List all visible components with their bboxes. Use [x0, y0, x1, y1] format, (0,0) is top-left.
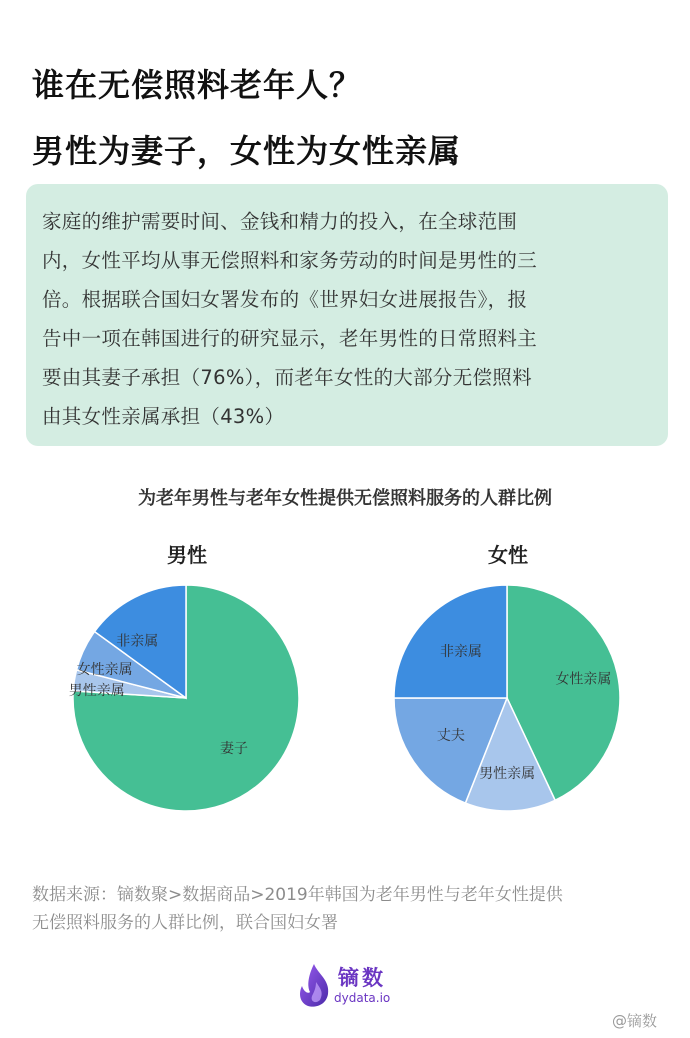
page-subtitle: 男性为妻子，女性为女性亲属 — [32, 132, 462, 170]
intro-line: 由其女性亲属承担（43%） — [42, 405, 285, 428]
pie-title-female: 女性 — [488, 543, 528, 567]
watermark: @镝数 — [612, 1012, 658, 1030]
page-title: 谁在无偿照料老年人？ — [32, 66, 363, 104]
source-text: 数据来源：镝数聚>数据商品>2019年韩国为老年男性与老年女性提供 — [32, 885, 563, 905]
source-text: 无偿照料服务的人群比例，联合国妇女署 — [32, 913, 338, 933]
slice-label: 非亲属 — [440, 644, 483, 661]
pie-title-male: 男性 — [167, 543, 207, 567]
slice-label: 女性亲属 — [76, 662, 133, 679]
slice-label: 妻子 — [219, 741, 248, 758]
intro-line: 告中一项在韩国进行的研究显示，老年男性的日常照料主 — [42, 327, 538, 350]
logo — [294, 962, 404, 1012]
intro-line: 家庭的维护需要时间、金钱和精力的投入，在全球范围 — [42, 210, 518, 233]
slice-label: 非亲属 — [116, 633, 159, 650]
slice-label: 男性亲属 — [68, 683, 125, 700]
intro-line: 内，女性平均从事无偿照料和家务劳动的时间是男性的三 — [42, 249, 538, 272]
slice-label: 丈夫 — [436, 728, 465, 745]
logo-name: 镝数 — [338, 966, 386, 990]
logo-url: dydata.io — [334, 991, 391, 1005]
slice-label: 男性亲属 — [479, 766, 536, 783]
pie-slice — [394, 585, 507, 698]
intro-line: 倍。根据联合国妇女署发布的《世界妇女进展报告》，报 — [42, 288, 528, 311]
slice-label: 女性亲属 — [555, 671, 612, 688]
chart-title: 为老年男性与老年女性提供无偿照料服务的人群比例 — [138, 488, 552, 509]
flame-logo-icon — [294, 962, 334, 1010]
intro-line: 要由其妻子承担（76%），而老年女性的大部分无偿照料 — [42, 366, 532, 389]
